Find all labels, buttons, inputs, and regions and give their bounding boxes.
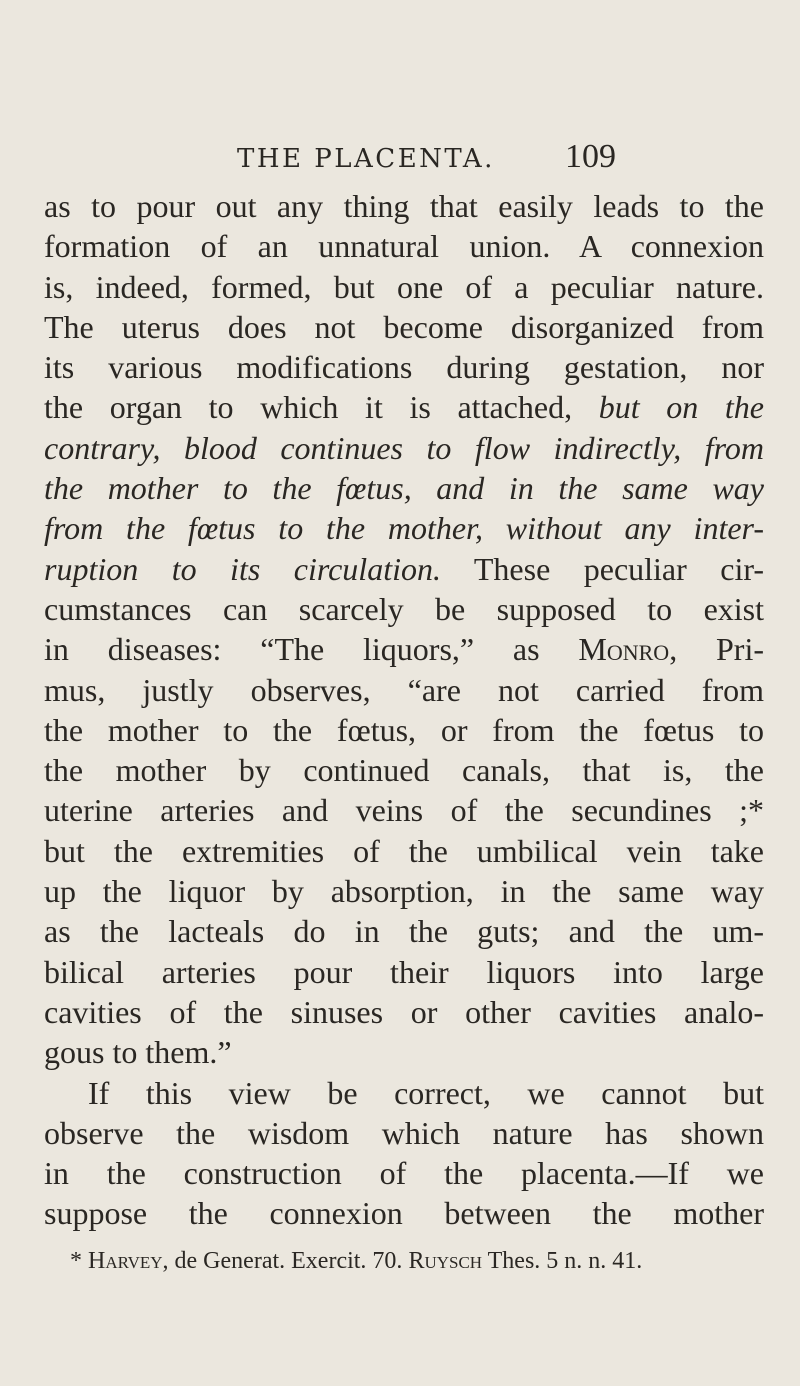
text-line: cumstances can scarcely be supposed to exist (44, 590, 764, 627)
text-line: is, indeed, formed, but one of a peculiar nature. (44, 268, 764, 305)
text-line: as the lacteals do in the guts; and the um- (44, 913, 764, 950)
page-header (0, 136, 800, 184)
text-line: mus, justly observes, “are not carried from (44, 671, 764, 708)
text-line: gous to them.” (44, 1034, 232, 1071)
text-line: in the construction of the placenta.—If we (44, 1155, 764, 1192)
text-line (44, 387, 764, 427)
text-line: up the liquor by absorption, in the same way (44, 873, 764, 910)
text-line: the mother by continued canals, that is, the (44, 752, 764, 789)
footnote-marker: * (70, 1248, 88, 1274)
text-segment: the organ to which it is attached, (44, 389, 573, 426)
text-segment: , Pri- (669, 631, 765, 668)
italic-segment: ruption to its circulation. (44, 550, 441, 587)
text-line: suppose the connexion between the mother (44, 1195, 764, 1232)
footnote (70, 1244, 760, 1278)
italic-segment: but on the (598, 389, 765, 426)
text-segment: in diseases: “The liquors,” as (44, 631, 579, 668)
text-line: from the fœtus to the mother, without any inter- (44, 510, 764, 547)
body-text (44, 186, 764, 1234)
text-line: uterine arteries and veins of the secundines ;* (44, 792, 764, 829)
text-segment: These peculiar cir- (473, 550, 765, 587)
text-line: The uterus does not become disorganized from (44, 308, 764, 345)
text-line: formation of an unnatural union. A connexion (44, 228, 764, 265)
text-line (44, 549, 764, 589)
text-line: observe the wisdom which nature has shown (44, 1114, 764, 1151)
text-line: contrary, blood continues to flow indirectly, from (44, 429, 764, 466)
text-line: its various modifications during gestation, nor (44, 349, 764, 386)
text-line (44, 629, 764, 669)
paragraph-start-line: If this view be correct, we cannot but (88, 1074, 764, 1111)
page-number: 109 (565, 138, 616, 175)
text-line: but the extremities of the umbilical vein take (44, 832, 764, 869)
text-line: as to pour out any thing that easily leads to the (44, 188, 764, 224)
text-line: the mother to the fœtus, and in the same way (44, 470, 764, 507)
text-line: the mother to the fœtus, or from the fœtus to (44, 711, 764, 748)
running-head: THE PLACENTA. (237, 144, 495, 174)
text-line: bilical arteries pour their liquors into large (44, 953, 764, 990)
footnote-author: Ruysch (408, 1248, 483, 1274)
footnote-author: Harvey (88, 1248, 163, 1274)
footnote-citation: Thes. 5 n. n. 41. (482, 1248, 643, 1274)
text-line: cavities of the sinuses or other cavities analo- (44, 993, 764, 1030)
footnote-citation: , de Generat. Exercit. 70. (162, 1248, 409, 1274)
author-name: Monro (578, 631, 670, 668)
